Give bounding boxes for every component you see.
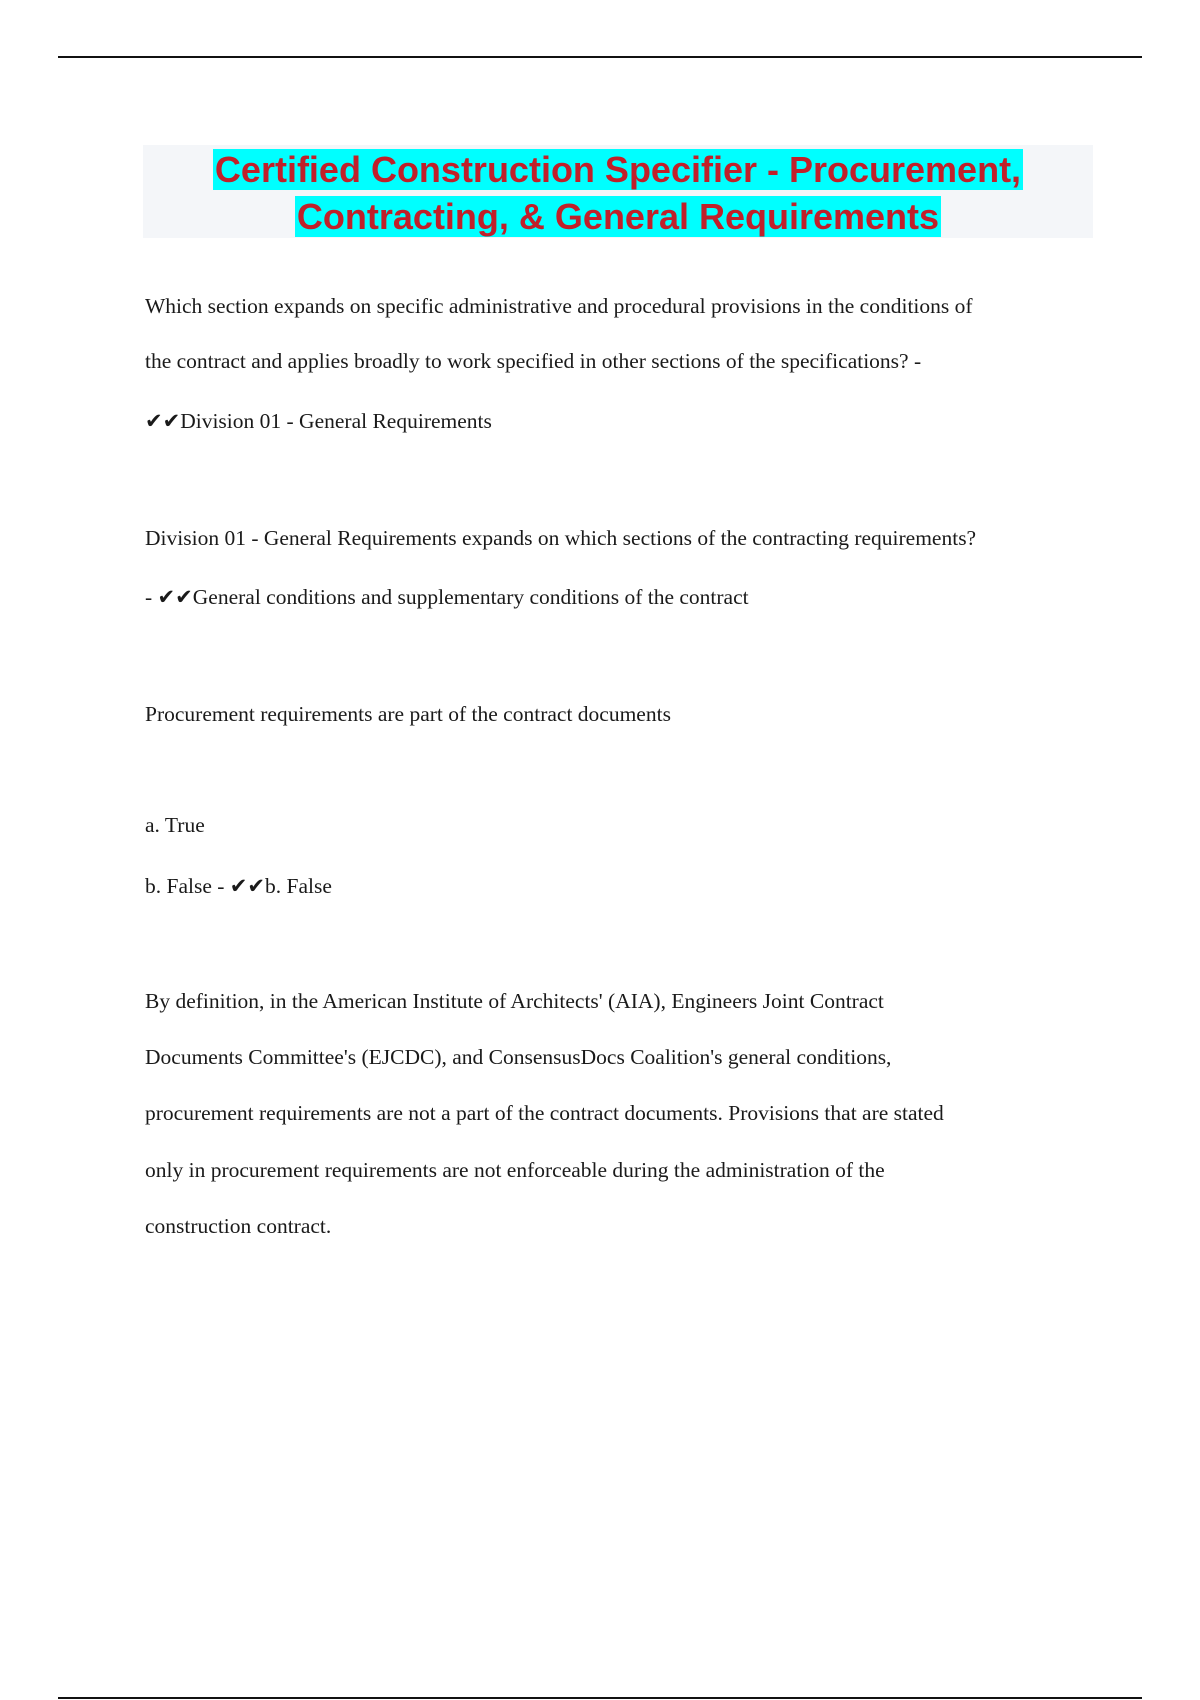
- q3-question: Procurement requirements are part of the contract documents: [145, 702, 671, 726]
- q3-option-b: b. False -: [145, 874, 230, 898]
- double-check-icon: ✔✔: [157, 585, 193, 609]
- explanation-line-5: construction contract.: [145, 1214, 332, 1238]
- q2-question-line-1: Division 01 - General Requirements expands on which sections of the contracting requirements?: [145, 526, 977, 550]
- footer-rule: [58, 1697, 1142, 1699]
- q1-answer-text: Division 01 - General Requirements: [180, 409, 492, 433]
- document-title-line-1: Certified Construction Specifier - Procurement,: [214, 149, 1022, 190]
- q3-answer-text: b. False: [265, 874, 332, 898]
- q2-answer-prefix: -: [145, 585, 158, 609]
- q3-option-a: a. True: [145, 813, 205, 837]
- explanation-line-1: By definition, in the American Institute of Architects' (AIA), Engineers Joint Contract: [145, 989, 884, 1013]
- header-rule: [58, 56, 1142, 58]
- q1-answer: [145, 409, 492, 434]
- double-check-icon: ✔✔: [145, 409, 181, 433]
- explanation-line-4: only in procurement requirements are not enforceable during the administration of the: [145, 1158, 885, 1182]
- explanation-line-3: procurement requirements are not a part of the contract documents. Provisions that are stated: [145, 1101, 944, 1125]
- document-title-box: [143, 145, 1093, 238]
- q2-answer: [145, 585, 749, 610]
- document-title-line-2: Contracting, & General Requirements: [296, 196, 940, 237]
- q1-question-line-1: Which section expands on specific administrative and procedural provisions in the conditions of: [145, 294, 973, 318]
- q2-answer-text: General conditions and supplementary conditions of the contract: [192, 585, 749, 609]
- q3-answer: [145, 874, 332, 899]
- explanation-line-2: Documents Committee's (EJCDC), and ConsensusDocs Coalition's general conditions,: [145, 1045, 892, 1069]
- double-check-icon: ✔✔: [229, 874, 265, 898]
- q1-question-line-2: the contract and applies broadly to work specified in other sections of the specifications? -: [145, 349, 922, 373]
